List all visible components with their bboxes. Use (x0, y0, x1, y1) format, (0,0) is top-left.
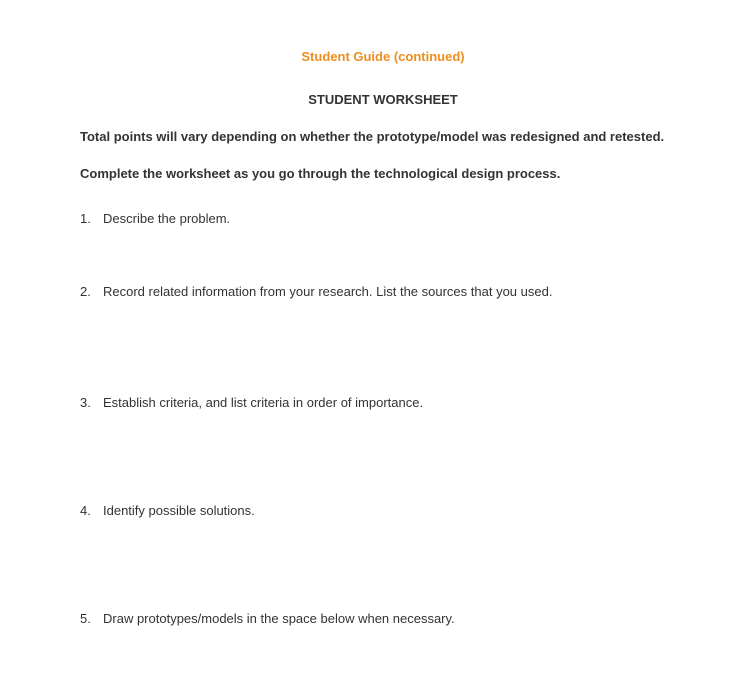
question-item (80, 395, 423, 410)
question-number: 4. (80, 503, 91, 518)
question-item (80, 284, 552, 299)
question-text: Identify possible solutions. (103, 503, 255, 518)
question-item (80, 611, 455, 626)
guide-title: Student Guide (continued) (301, 49, 465, 64)
points-instruction: Total points will vary depending on whether the prototype/model was redesigned and retested. (80, 129, 665, 144)
question-number: 3. (80, 395, 91, 410)
question-text: Establish criteria, and list criteria in order of importance. (103, 395, 424, 410)
question-text: Record related information from your research. List the sources that you used. (103, 284, 553, 299)
question-text: Draw prototypes/models in the space below when necessary. (103, 611, 455, 626)
question-text: Describe the problem. (103, 211, 231, 226)
question-item (80, 503, 255, 518)
complete-instruction: Complete the worksheet as you go through the technological design process. (80, 166, 561, 181)
question-number: 5. (80, 611, 91, 626)
question-number: 1. (80, 211, 91, 226)
question-item (80, 211, 230, 226)
question-number: 2. (80, 284, 91, 299)
worksheet-title: STUDENT WORKSHEET (308, 92, 458, 107)
